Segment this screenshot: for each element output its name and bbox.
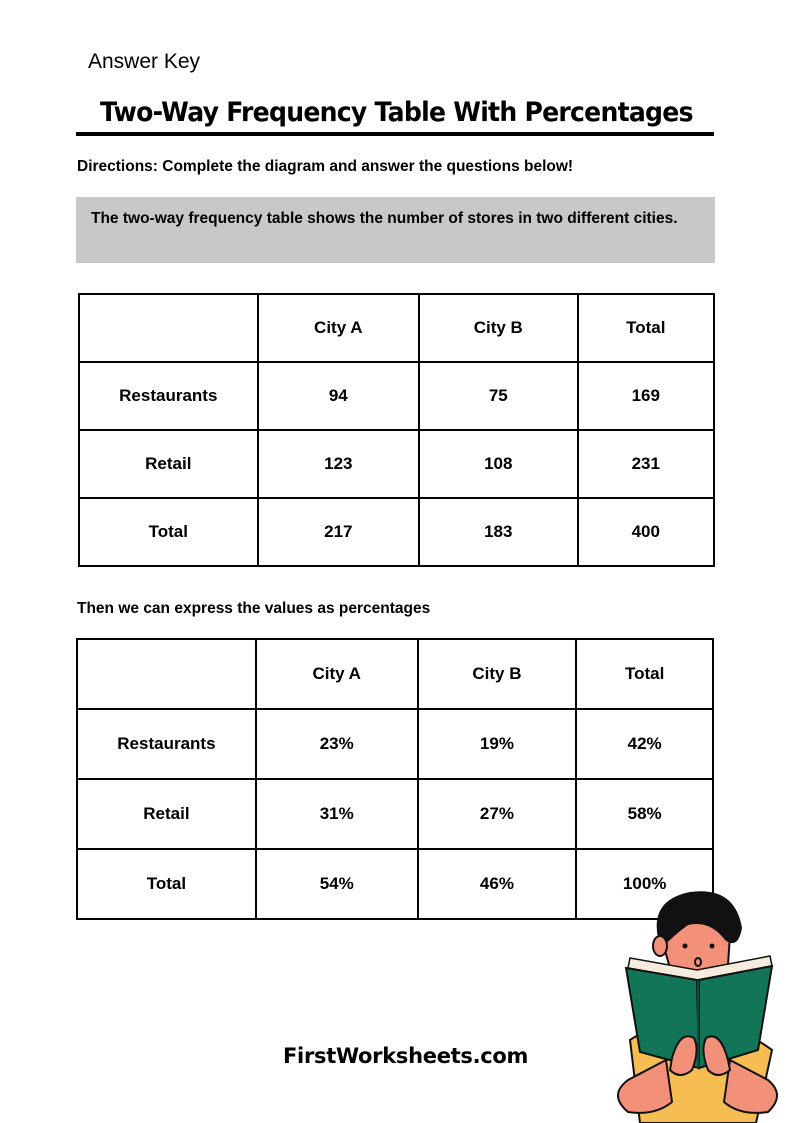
table-cell: 108 <box>419 430 577 498</box>
header-cell: Total <box>576 639 713 709</box>
header-cell: City B <box>418 639 577 709</box>
child-reading-book-illustration <box>600 880 794 1123</box>
header-cell: City A <box>258 294 420 362</box>
table-cell: 94 <box>258 362 420 430</box>
site-footer: FirstWorksheets.com <box>283 1044 529 1068</box>
table-cell: 169 <box>578 362 714 430</box>
directions-text: Directions: Complete the diagram and answer the questions below! <box>77 158 574 175</box>
row-label: Retail <box>77 779 256 849</box>
table-cell: 19% <box>418 709 577 779</box>
info-note: The two-way frequency table shows the number of stores in two different cities. <box>76 197 715 263</box>
table-cell: 27% <box>418 779 577 849</box>
frequency-table <box>78 293 715 567</box>
row-label: Restaurants <box>77 709 256 779</box>
header-cell: City A <box>256 639 418 709</box>
table-cell: 23% <box>256 709 418 779</box>
page-title: Two-Way Frequency Table With Percentages <box>100 97 693 128</box>
percentage-table <box>76 638 714 920</box>
table-row <box>79 498 714 566</box>
table-header-row <box>79 294 714 362</box>
table-cell: 183 <box>419 498 577 566</box>
header-cell <box>77 639 256 709</box>
percentages-intro-text: Then we can express the values as percentages <box>77 600 431 617</box>
header-cell: Total <box>578 294 714 362</box>
header-cell <box>79 294 258 362</box>
row-label: Retail <box>79 430 258 498</box>
table-cell: 58% <box>576 779 713 849</box>
table-row <box>77 709 713 779</box>
table-header-row <box>77 639 713 709</box>
table-cell: 231 <box>578 430 714 498</box>
table-cell: 75 <box>419 362 577 430</box>
header-cell: City B <box>419 294 577 362</box>
table-cell: 217 <box>258 498 420 566</box>
table-row <box>79 430 714 498</box>
row-label: Restaurants <box>79 362 258 430</box>
row-label: Total <box>77 849 256 919</box>
table-cell: 54% <box>256 849 418 919</box>
row-label: Total <box>79 498 258 566</box>
table-row <box>79 362 714 430</box>
table-cell: 400 <box>578 498 714 566</box>
table-cell: 42% <box>576 709 713 779</box>
table-cell: 123 <box>258 430 420 498</box>
table-cell: 100% <box>576 849 713 919</box>
table-cell: 46% <box>418 849 577 919</box>
title-underline <box>76 132 714 136</box>
table-cell: 31% <box>256 779 418 849</box>
table-row <box>77 779 713 849</box>
answer-key-label: Answer Key <box>88 50 201 73</box>
